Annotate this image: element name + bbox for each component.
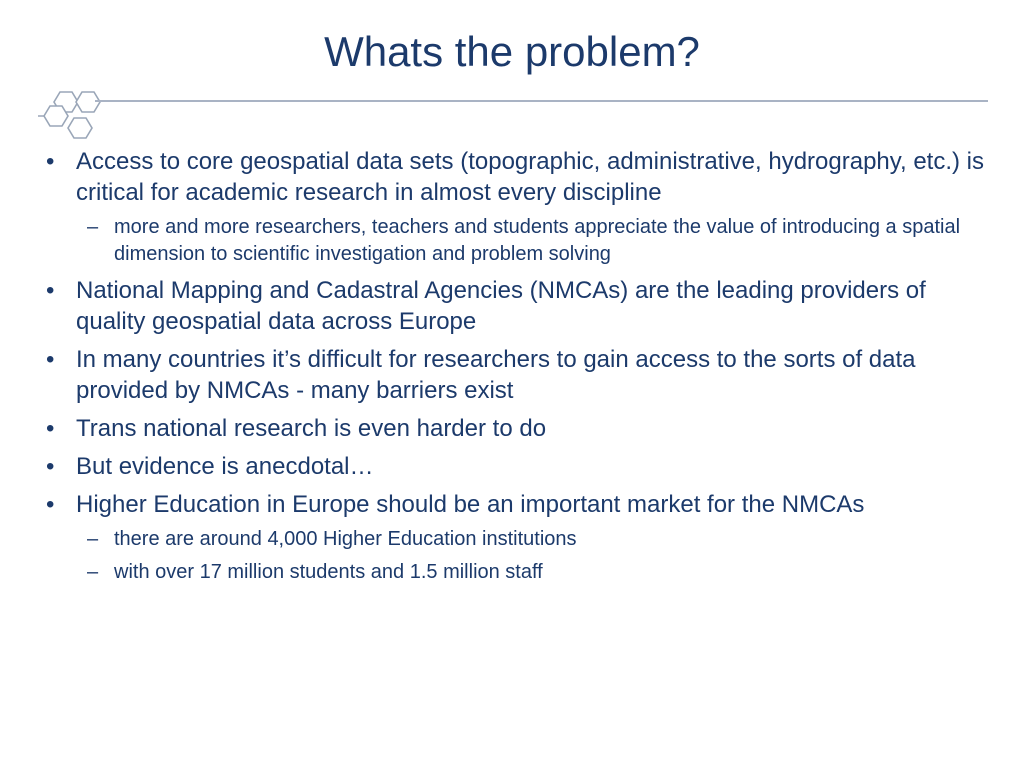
bullet-marker: •	[46, 148, 55, 175]
sub-bullet-marker: –	[87, 561, 99, 583]
bullet-item	[40, 413, 990, 444]
hexagon-cluster-icon	[38, 86, 102, 142]
bullet-marker: •	[46, 277, 55, 304]
bullet-text: But evidence is anecdotal…	[76, 453, 374, 480]
sub-bullet-list	[76, 214, 990, 268]
sub-bullet-text: more and more researchers, teachers and students appreciate the value of introducing a spatial dimension to scientific investigation and problem solving	[114, 216, 961, 265]
bullet-item	[40, 451, 990, 482]
title-divider	[95, 100, 988, 102]
bullet-text: Access to core geospatial data sets (topographic, administrative, hydrography, etc.) is critical for academic research in almost every discipline	[76, 148, 985, 206]
bullet-marker: •	[46, 491, 55, 518]
bullet-item	[40, 146, 990, 268]
sub-bullet-item	[76, 526, 990, 553]
bullet-list	[40, 146, 990, 593]
sub-bullet-item	[76, 214, 990, 268]
bullet-item	[40, 344, 990, 406]
bullet-marker: •	[46, 346, 55, 373]
sub-bullet-marker: –	[87, 216, 99, 238]
bullet-marker: •	[46, 415, 55, 442]
bullet-text: Trans national research is even harder to do	[76, 415, 547, 442]
bullet-text: Higher Education in Europe should be an important market for the NMCAs	[76, 491, 865, 518]
sub-bullet-text: there are around 4,000 Higher Education institutions	[114, 528, 577, 550]
sub-bullet-list	[76, 526, 990, 586]
bullet-text: National Mapping and Cadastral Agencies (NMCAs) are the leading providers of quality geospatial data across Europe	[76, 277, 926, 335]
sub-bullet-item	[76, 559, 990, 586]
bullet-marker: •	[46, 453, 55, 480]
bullet-item	[40, 489, 990, 586]
bullet-text: In many countries it’s difficult for researchers to gain access to the sorts of data provided by NMCAs - many barriers exist	[76, 346, 916, 404]
sub-bullet-text: with over 17 million students and 1.5 million staff	[114, 561, 543, 583]
sub-bullet-marker: –	[87, 528, 99, 550]
slide-title: Whats the problem?	[324, 28, 700, 75]
bullet-item	[40, 275, 990, 337]
